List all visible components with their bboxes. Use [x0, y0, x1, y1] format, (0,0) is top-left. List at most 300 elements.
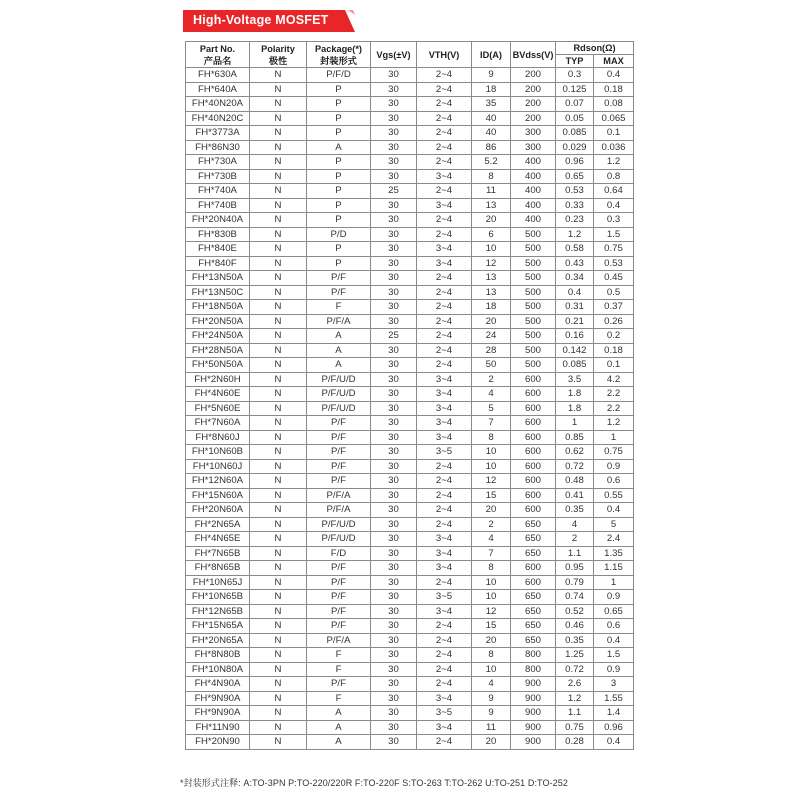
table-row — [186, 169, 634, 184]
cell-vth: 3~5 — [417, 590, 472, 605]
cell-polarity: N — [250, 706, 307, 721]
cell-vgs: 25 — [371, 329, 417, 344]
cell-part-no: FH*840E — [186, 242, 250, 257]
header-id: ID(A) — [472, 42, 511, 68]
table-row — [186, 575, 634, 590]
cell-part-no: FH*7N60A — [186, 416, 250, 431]
cell-package: P — [307, 126, 371, 141]
cell-bvdss: 300 — [511, 140, 556, 155]
cell-vgs: 30 — [371, 648, 417, 663]
cell-package: P/F/A — [307, 633, 371, 648]
cell-id: 86 — [472, 140, 511, 155]
table-row — [186, 155, 634, 170]
cell-vgs: 30 — [371, 227, 417, 242]
cell-id: 24 — [472, 329, 511, 344]
cell-bvdss: 500 — [511, 285, 556, 300]
banner-title: High-Voltage MOSFET — [193, 13, 329, 27]
cell-bvdss: 200 — [511, 111, 556, 126]
cell-vth: 3~4 — [417, 720, 472, 735]
table-row — [186, 111, 634, 126]
table-row — [186, 430, 634, 445]
cell-vth: 2~4 — [417, 126, 472, 141]
cell-rdson-max: 1.35 — [594, 546, 634, 561]
cell-bvdss: 600 — [511, 430, 556, 445]
cell-rdson-typ: 0.31 — [556, 300, 594, 315]
cell-package: A — [307, 343, 371, 358]
cell-rdson-typ: 0.72 — [556, 459, 594, 474]
cell-rdson-typ: 0.35 — [556, 633, 594, 648]
cell-polarity: N — [250, 488, 307, 503]
cell-rdson-typ: 2 — [556, 532, 594, 547]
cell-polarity: N — [250, 575, 307, 590]
cell-polarity: N — [250, 343, 307, 358]
cell-bvdss: 600 — [511, 459, 556, 474]
cell-part-no: FH*11N90 — [186, 720, 250, 735]
cell-vth: 3~4 — [417, 561, 472, 576]
cell-vth: 3~4 — [417, 387, 472, 402]
cell-vth: 2~4 — [417, 619, 472, 634]
table-row — [186, 184, 634, 199]
cell-package: P — [307, 184, 371, 199]
cell-package: P/F — [307, 271, 371, 286]
cell-rdson-typ: 0.74 — [556, 590, 594, 605]
header-part-no: Part No. 产品名 — [186, 42, 250, 68]
cell-package: P/F/U/D — [307, 401, 371, 416]
cell-bvdss: 500 — [511, 343, 556, 358]
cell-polarity: N — [250, 590, 307, 605]
cell-part-no: FH*10N60J — [186, 459, 250, 474]
cell-vth: 2~4 — [417, 140, 472, 155]
cell-package: F — [307, 300, 371, 315]
cell-bvdss: 900 — [511, 706, 556, 721]
cell-polarity: N — [250, 169, 307, 184]
cell-vth: 3~5 — [417, 706, 472, 721]
cell-bvdss: 650 — [511, 590, 556, 605]
cell-package: A — [307, 706, 371, 721]
cell-package: P/F — [307, 459, 371, 474]
cell-part-no: FH*740B — [186, 198, 250, 213]
cell-polarity: N — [250, 300, 307, 315]
cell-package: A — [307, 329, 371, 344]
cell-package: P/F — [307, 619, 371, 634]
cell-rdson-typ: 0.95 — [556, 561, 594, 576]
cell-id: 20 — [472, 735, 511, 750]
cell-id: 7 — [472, 546, 511, 561]
cell-polarity: N — [250, 387, 307, 402]
cell-package: P/F — [307, 445, 371, 460]
cell-rdson-max: 1.2 — [594, 416, 634, 431]
cell-part-no: FH*40N20A — [186, 97, 250, 112]
cell-bvdss: 200 — [511, 97, 556, 112]
cell-rdson-typ: 0.34 — [556, 271, 594, 286]
cell-vth: 2~4 — [417, 358, 472, 373]
cell-vgs: 30 — [371, 126, 417, 141]
cell-rdson-typ: 3.5 — [556, 372, 594, 387]
cell-package: P/F — [307, 575, 371, 590]
cell-bvdss: 600 — [511, 401, 556, 416]
cell-polarity: N — [250, 430, 307, 445]
cell-bvdss: 400 — [511, 184, 556, 199]
cell-vth: 2~4 — [417, 677, 472, 692]
cell-bvdss: 600 — [511, 488, 556, 503]
cell-bvdss: 650 — [511, 546, 556, 561]
cell-polarity: N — [250, 198, 307, 213]
table-row — [186, 343, 634, 358]
cell-polarity: N — [250, 256, 307, 271]
cell-part-no: FH*10N65J — [186, 575, 250, 590]
cell-package: P/F/U/D — [307, 387, 371, 402]
table-row — [186, 503, 634, 518]
cell-rdson-typ: 0.43 — [556, 256, 594, 271]
cell-rdson-typ: 1.1 — [556, 706, 594, 721]
cell-bvdss: 600 — [511, 445, 556, 460]
section-banner — [183, 10, 355, 32]
package-footnote: *封装形式注释: A:TO-3PN P:TO-220/220R F:TO-220F S:TO-263 T:TO-262 U:TO-251 D:TO-252 — [180, 778, 568, 788]
cell-part-no: FH*10N65B — [186, 590, 250, 605]
cell-vth: 3~4 — [417, 256, 472, 271]
cell-part-no: FH*730A — [186, 155, 250, 170]
cell-vgs: 30 — [371, 590, 417, 605]
cell-bvdss: 650 — [511, 517, 556, 532]
cell-rdson-max: 3 — [594, 677, 634, 692]
cell-id: 12 — [472, 256, 511, 271]
cell-package: P — [307, 82, 371, 97]
table-row — [186, 720, 634, 735]
cell-polarity: N — [250, 68, 307, 83]
cell-part-no: FH*12N65B — [186, 604, 250, 619]
cell-rdson-typ: 0.4 — [556, 285, 594, 300]
cell-part-no: FH*4N90A — [186, 677, 250, 692]
header-rdson-max: MAX — [594, 55, 634, 68]
table-row — [186, 459, 634, 474]
cell-vth: 3~4 — [417, 416, 472, 431]
cell-vth: 2~4 — [417, 503, 472, 518]
cell-bvdss: 500 — [511, 314, 556, 329]
cell-rdson-typ: 0.35 — [556, 503, 594, 518]
cell-id: 40 — [472, 126, 511, 141]
cell-vth: 2~4 — [417, 329, 472, 344]
table-row — [186, 314, 634, 329]
cell-rdson-typ: 0.16 — [556, 329, 594, 344]
cell-vth: 2~4 — [417, 575, 472, 590]
cell-polarity: N — [250, 140, 307, 155]
cell-vth: 2~4 — [417, 517, 472, 532]
cell-vth: 2~4 — [417, 459, 472, 474]
cell-vgs: 30 — [371, 575, 417, 590]
cell-rdson-typ: 0.58 — [556, 242, 594, 257]
header-package: Package(*) 封装形式 — [307, 42, 371, 68]
cell-rdson-typ: 0.142 — [556, 343, 594, 358]
cell-vgs: 30 — [371, 430, 417, 445]
cell-id: 7 — [472, 416, 511, 431]
cell-vgs: 30 — [371, 561, 417, 576]
cell-package: P — [307, 111, 371, 126]
cell-part-no: FH*7N65B — [186, 546, 250, 561]
cell-package: P — [307, 242, 371, 257]
cell-rdson-max: 1.15 — [594, 561, 634, 576]
cell-rdson-typ: 0.21 — [556, 314, 594, 329]
cell-vgs: 30 — [371, 343, 417, 358]
cell-package: P/F — [307, 590, 371, 605]
table-row — [186, 285, 634, 300]
cell-polarity: N — [250, 604, 307, 619]
cell-bvdss: 400 — [511, 213, 556, 228]
mosfet-spec-table — [185, 41, 634, 750]
cell-id: 15 — [472, 488, 511, 503]
cell-part-no: FH*13N50A — [186, 271, 250, 286]
cell-package: P/F — [307, 416, 371, 431]
cell-bvdss: 600 — [511, 575, 556, 590]
cell-package: P/F/U/D — [307, 517, 371, 532]
cell-vth: 2~4 — [417, 285, 472, 300]
cell-bvdss: 300 — [511, 126, 556, 141]
cell-package: P — [307, 256, 371, 271]
table-row — [186, 648, 634, 663]
cell-part-no: FH*50N50A — [186, 358, 250, 373]
cell-polarity: N — [250, 372, 307, 387]
cell-package: P — [307, 155, 371, 170]
table-row — [186, 604, 634, 619]
table-row — [186, 445, 634, 460]
cell-rdson-typ: 0.05 — [556, 111, 594, 126]
cell-vgs: 30 — [371, 474, 417, 489]
table-row — [186, 140, 634, 155]
table-row — [186, 677, 634, 692]
cell-id: 20 — [472, 213, 511, 228]
table-row — [186, 372, 634, 387]
cell-id: 2 — [472, 372, 511, 387]
cell-rdson-max: 0.26 — [594, 314, 634, 329]
cell-vth: 2~4 — [417, 271, 472, 286]
cell-bvdss: 650 — [511, 604, 556, 619]
cell-polarity: N — [250, 532, 307, 547]
cell-polarity: N — [250, 677, 307, 692]
cell-rdson-typ: 0.75 — [556, 720, 594, 735]
cell-part-no: FH*24N50A — [186, 329, 250, 344]
cell-bvdss: 600 — [511, 372, 556, 387]
cell-polarity: N — [250, 126, 307, 141]
cell-rdson-typ: 0.085 — [556, 358, 594, 373]
cell-bvdss: 600 — [511, 474, 556, 489]
cell-part-no: FH*12N60A — [186, 474, 250, 489]
cell-id: 28 — [472, 343, 511, 358]
cell-id: 9 — [472, 706, 511, 721]
cell-polarity: N — [250, 242, 307, 257]
cell-package: P — [307, 97, 371, 112]
cell-package: P/F/A — [307, 503, 371, 518]
cell-part-no: FH*9N90A — [186, 691, 250, 706]
cell-rdson-typ: 0.07 — [556, 97, 594, 112]
cell-id: 40 — [472, 111, 511, 126]
cell-rdson-max: 0.1 — [594, 358, 634, 373]
cell-vth: 3~5 — [417, 445, 472, 460]
cell-rdson-max: 0.9 — [594, 662, 634, 677]
table-row — [186, 706, 634, 721]
cell-id: 11 — [472, 184, 511, 199]
cell-vgs: 30 — [371, 242, 417, 257]
cell-vgs: 30 — [371, 619, 417, 634]
cell-bvdss: 900 — [511, 691, 556, 706]
cell-vth: 2~4 — [417, 648, 472, 663]
table-row — [186, 300, 634, 315]
cell-rdson-max: 0.036 — [594, 140, 634, 155]
cell-rdson-typ: 0.53 — [556, 184, 594, 199]
cell-vth: 2~4 — [417, 213, 472, 228]
cell-bvdss: 400 — [511, 198, 556, 213]
cell-rdson-max: 0.4 — [594, 503, 634, 518]
cell-vgs: 30 — [371, 517, 417, 532]
cell-vgs: 30 — [371, 387, 417, 402]
cell-package: F — [307, 662, 371, 677]
cell-id: 35 — [472, 97, 511, 112]
cell-polarity: N — [250, 358, 307, 373]
cell-rdson-max: 5 — [594, 517, 634, 532]
cell-package: P/F — [307, 474, 371, 489]
cell-vgs: 30 — [371, 97, 417, 112]
cell-polarity: N — [250, 184, 307, 199]
cell-part-no: FH*20N90 — [186, 735, 250, 750]
cell-part-no: FH*3773A — [186, 126, 250, 141]
cell-rdson-max: 0.08 — [594, 97, 634, 112]
cell-package: P — [307, 198, 371, 213]
cell-vth: 2~4 — [417, 343, 472, 358]
cell-vth: 3~4 — [417, 546, 472, 561]
cell-bvdss: 900 — [511, 677, 556, 692]
cell-rdson-typ: 1.1 — [556, 546, 594, 561]
cell-part-no: FH*740A — [186, 184, 250, 199]
cell-rdson-typ: 0.125 — [556, 82, 594, 97]
cell-id: 20 — [472, 314, 511, 329]
table-row — [186, 198, 634, 213]
cell-rdson-typ: 1.25 — [556, 648, 594, 663]
cell-polarity: N — [250, 314, 307, 329]
cell-package: P/F — [307, 285, 371, 300]
cell-vgs: 30 — [371, 271, 417, 286]
header-polarity: Polarity 极性 — [250, 42, 307, 68]
cell-rdson-max: 1.4 — [594, 706, 634, 721]
cell-bvdss: 800 — [511, 662, 556, 677]
cell-id: 6 — [472, 227, 511, 242]
cell-bvdss: 500 — [511, 227, 556, 242]
cell-polarity: N — [250, 97, 307, 112]
cell-bvdss: 500 — [511, 256, 556, 271]
cell-part-no: FH*8N65B — [186, 561, 250, 576]
cell-vgs: 30 — [371, 691, 417, 706]
cell-bvdss: 500 — [511, 271, 556, 286]
cell-id: 11 — [472, 720, 511, 735]
cell-rdson-max: 0.2 — [594, 329, 634, 344]
cell-vgs: 30 — [371, 416, 417, 431]
cell-vgs: 30 — [371, 604, 417, 619]
table-row — [186, 401, 634, 416]
cell-polarity: N — [250, 619, 307, 634]
cell-id: 20 — [472, 503, 511, 518]
cell-part-no: FH*20N65A — [186, 633, 250, 648]
cell-part-no: FH*15N65A — [186, 619, 250, 634]
cell-rdson-max: 1 — [594, 575, 634, 590]
cell-part-no: FH*830B — [186, 227, 250, 242]
cell-package: P/F — [307, 430, 371, 445]
cell-id: 12 — [472, 604, 511, 619]
cell-polarity: N — [250, 691, 307, 706]
cell-id: 8 — [472, 430, 511, 445]
cell-rdson-typ: 1.8 — [556, 401, 594, 416]
cell-vgs: 30 — [371, 213, 417, 228]
cell-part-no: FH*20N40A — [186, 213, 250, 228]
cell-rdson-max: 0.75 — [594, 445, 634, 460]
cell-polarity: N — [250, 735, 307, 750]
cell-part-no: FH*8N60J — [186, 430, 250, 445]
cell-vth: 2~4 — [417, 735, 472, 750]
cell-part-no: FH*2N65A — [186, 517, 250, 532]
cell-vth: 2~4 — [417, 82, 472, 97]
cell-bvdss: 650 — [511, 633, 556, 648]
cell-id: 8 — [472, 561, 511, 576]
cell-package: P/F — [307, 561, 371, 576]
table-row — [186, 474, 634, 489]
cell-part-no: FH*18N50A — [186, 300, 250, 315]
cell-vth: 2~4 — [417, 474, 472, 489]
cell-vth: 2~4 — [417, 97, 472, 112]
cell-package: P/F/U/D — [307, 372, 371, 387]
cell-polarity: N — [250, 155, 307, 170]
cell-package: P — [307, 169, 371, 184]
cell-id: 18 — [472, 300, 511, 315]
cell-part-no: FH*630A — [186, 68, 250, 83]
cell-rdson-typ: 1.2 — [556, 227, 594, 242]
cell-vth: 2~4 — [417, 314, 472, 329]
cell-vgs: 30 — [371, 720, 417, 735]
cell-rdson-max: 0.53 — [594, 256, 634, 271]
header-vgs: Vgs(±V) — [371, 42, 417, 68]
cell-package: P/F — [307, 604, 371, 619]
cell-polarity: N — [250, 648, 307, 663]
table-row — [186, 242, 634, 257]
cell-vgs: 30 — [371, 358, 417, 373]
cell-vgs: 30 — [371, 459, 417, 474]
cell-id: 10 — [472, 242, 511, 257]
cell-id: 13 — [472, 285, 511, 300]
cell-rdson-typ: 0.65 — [556, 169, 594, 184]
cell-rdson-typ: 0.62 — [556, 445, 594, 460]
table-row — [186, 126, 634, 141]
cell-rdson-typ: 0.085 — [556, 126, 594, 141]
cell-rdson-max: 0.4 — [594, 633, 634, 648]
cell-vgs: 30 — [371, 677, 417, 692]
cell-rdson-typ: 0.28 — [556, 735, 594, 750]
cell-polarity: N — [250, 401, 307, 416]
cell-vth: 2~4 — [417, 155, 472, 170]
cell-vth: 2~4 — [417, 488, 472, 503]
table-row — [186, 416, 634, 431]
cell-vgs: 30 — [371, 662, 417, 677]
cell-bvdss: 600 — [511, 387, 556, 402]
cell-package: P/F/A — [307, 314, 371, 329]
cell-rdson-max: 0.65 — [594, 604, 634, 619]
cell-id: 18 — [472, 82, 511, 97]
header-vth: VTH(V) — [417, 42, 472, 68]
cell-rdson-typ: 0.46 — [556, 619, 594, 634]
cell-vgs: 30 — [371, 546, 417, 561]
cell-vgs: 30 — [371, 706, 417, 721]
cell-polarity: N — [250, 416, 307, 431]
cell-vgs: 30 — [371, 633, 417, 648]
cell-rdson-max: 0.6 — [594, 619, 634, 634]
cell-vth: 3~4 — [417, 691, 472, 706]
cell-rdson-max: 0.1 — [594, 126, 634, 141]
cell-polarity: N — [250, 285, 307, 300]
cell-rdson-max: 1.2 — [594, 155, 634, 170]
